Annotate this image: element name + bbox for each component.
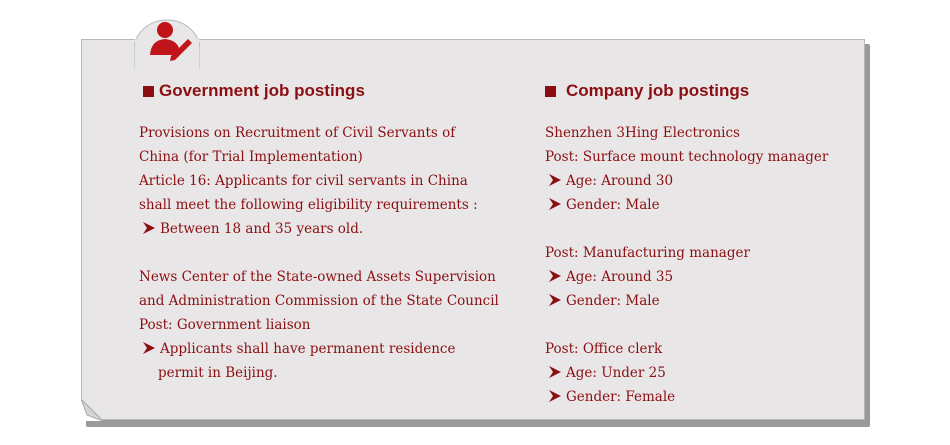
user-with-pen-icon <box>134 10 200 68</box>
government-heading-text: Government job postings <box>159 81 365 100</box>
square-icon <box>545 86 556 97</box>
arrow-bullet-icon <box>142 341 156 355</box>
bullet-text: Applicants shall have permanent residence <box>160 341 456 357</box>
company-column <box>545 80 845 409</box>
organization-line: and Administration Commission of the State Council <box>139 293 499 309</box>
age-text: Age: Around 35 <box>566 269 674 285</box>
bullet-continuation: permit in Beijing. <box>158 365 278 381</box>
gender-bullet <box>545 385 845 409</box>
government-heading <box>139 80 499 102</box>
gender-text: Gender: Female <box>566 389 676 405</box>
company-name: Shenzhen 3Hing Electronics <box>545 125 740 141</box>
intro-line: Provisions on Recruitment of Civil Servants of <box>139 125 456 141</box>
requirement-bullet <box>139 337 499 361</box>
age-text: Age: Around 30 <box>566 173 674 189</box>
arrow-bullet-icon <box>548 293 562 307</box>
age-bullet <box>545 265 845 289</box>
intro-line: China (for Trial Implementation) <box>139 149 363 165</box>
intro-line: Article 16: Applicants for civil servants in China <box>139 173 468 189</box>
intro-line: shall meet the following eligibility requirements : <box>139 197 478 213</box>
company-heading-text: Company job postings <box>566 81 750 100</box>
bullet-text: Between 18 and 35 years old. <box>160 221 364 237</box>
arrow-bullet-icon <box>548 269 562 283</box>
age-bullet <box>545 361 845 385</box>
age-bullet <box>545 169 845 193</box>
gender-text: Gender: Male <box>566 197 660 213</box>
square-icon <box>143 86 154 97</box>
gender-bullet <box>545 289 845 313</box>
post-line: Post: Surface mount technology manager <box>545 149 829 165</box>
organization-line: News Center of the State-owned Assets Supervision <box>139 269 496 285</box>
government-column <box>139 80 499 385</box>
arrow-bullet-icon <box>548 389 562 403</box>
arrow-bullet-icon <box>548 197 562 211</box>
arrow-bullet-icon <box>548 173 562 187</box>
post-line: Post: Manufacturing manager <box>545 245 750 261</box>
company-heading <box>545 80 845 102</box>
post-line: Post: Office clerk <box>545 341 663 357</box>
page-curl <box>81 399 103 421</box>
age-text: Age: Under 25 <box>566 365 666 381</box>
requirement-bullet <box>139 217 499 241</box>
post-line: Post: Government liaison <box>139 317 311 333</box>
arrow-bullet-icon <box>142 221 156 235</box>
gender-text: Gender: Male <box>566 293 660 309</box>
gender-bullet <box>545 193 845 217</box>
arrow-bullet-icon <box>548 365 562 379</box>
